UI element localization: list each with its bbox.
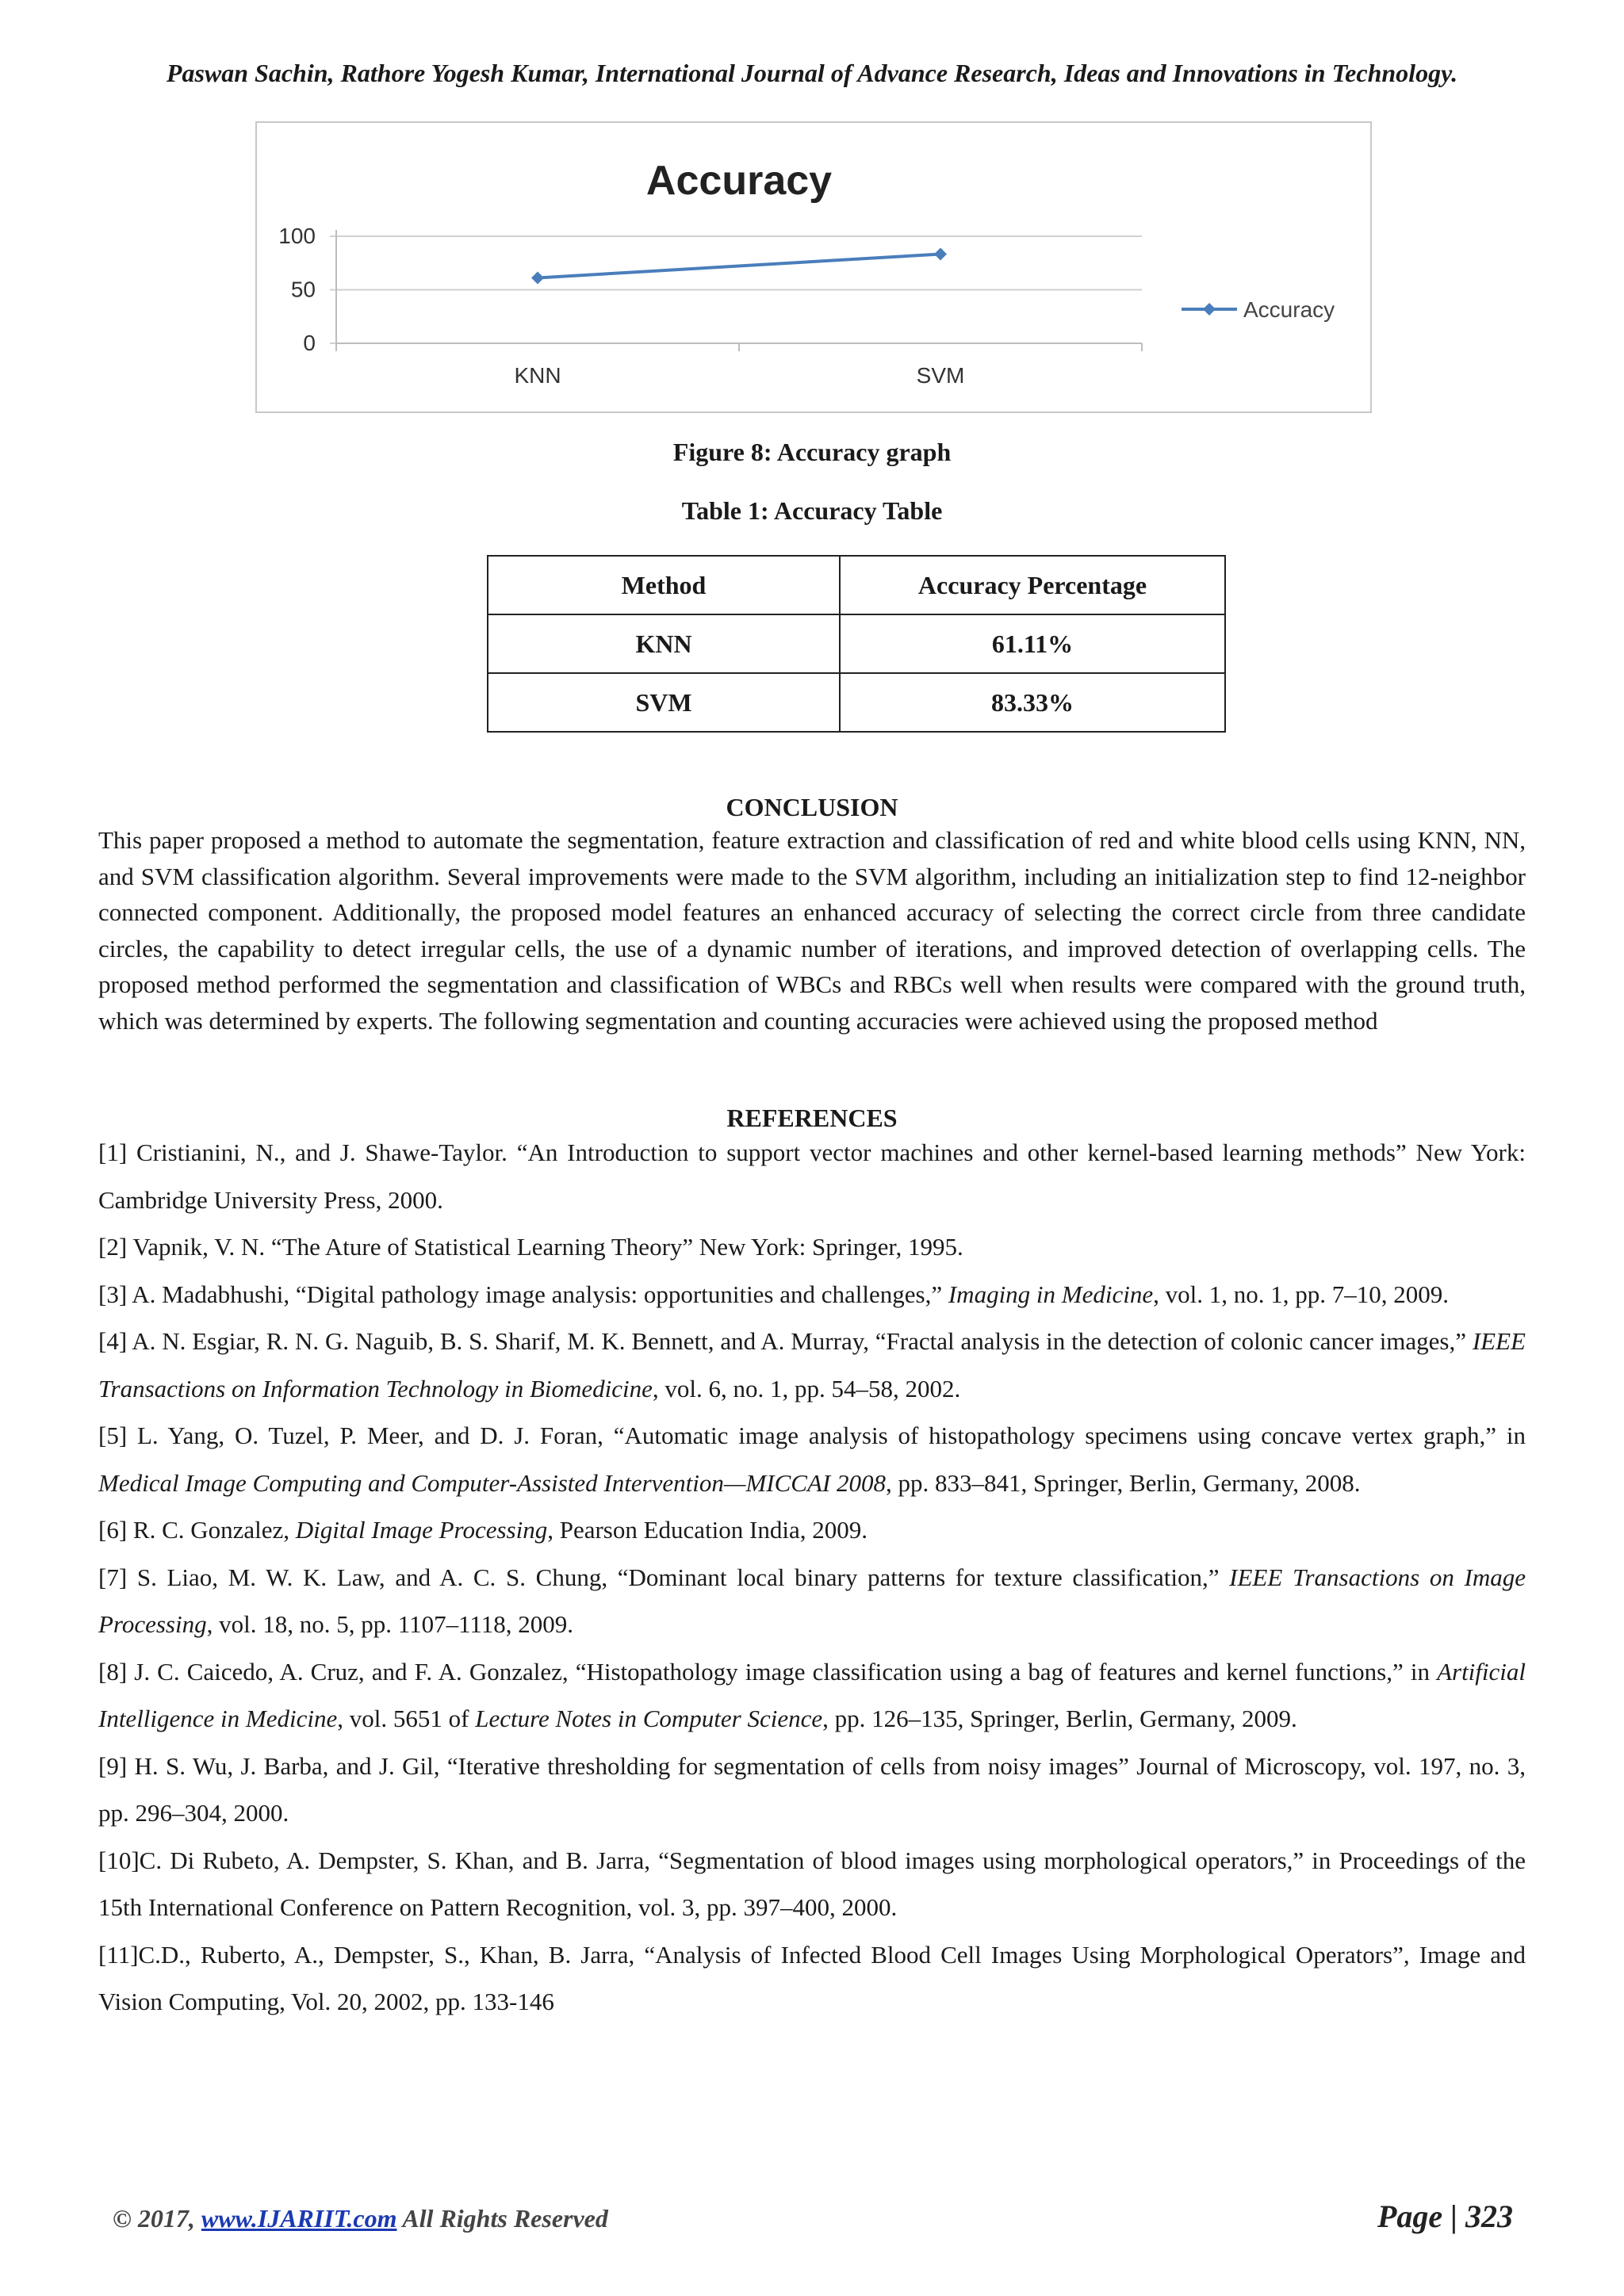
- accuracy-chart: [255, 121, 1372, 413]
- reference-item: [5] L. Yang, O. Tuzel, P. Meer, and D. J. Foran, “Automatic image analysis of histopathology specimens using concave vertex graph,” in Medical Image Computing and Computer-Assisted Intervention—MICCAI 2008, pp. 833–841, Springer, Berlin, Germany, 2008.: [98, 1422, 1526, 1497]
- series-line-accuracy: [538, 254, 940, 278]
- table-caption: Table 1: Accuracy Table: [681, 496, 943, 525]
- references-heading: REFERENCES: [726, 1104, 898, 1132]
- reference-item: [6] R. C. Gonzalez, Digital Image Processing, Pearson Education India, 2009.: [98, 1516, 868, 1544]
- reference-item: [10]C. Di Rubeto, A. Dempster, S. Khan, and B. Jarra, “Segmentation of blood images using morphological operators,” in Proceedings of the 15th International Conference on Pattern Recognition, vol. 3, pp. 397–400, 2000.: [98, 1846, 1526, 1921]
- table-header-row: [488, 556, 1225, 614]
- conclusion-heading: CONCLUSION: [726, 793, 898, 821]
- figure-caption: Figure 8: Accuracy graph: [672, 438, 952, 466]
- legend-label: Accuracy: [1243, 297, 1335, 322]
- reference-item: [8] J. C. Caicedo, A. Cruz, and F. A. Gonzalez, “Histopathology image classification using a bag of features and kernel functions,” in Artificial Intelligence in Medicine, vol. 5651 of Lecture Notes in Computer Science, pp. 126–135, Springer, Berlin, Germany, 2009.: [98, 1657, 1526, 1732]
- table-row: [488, 673, 1225, 732]
- page-number: Page | 323: [1377, 2198, 1513, 2234]
- running-header: Paswan Sachin, Rathore Yogesh Kumar, International Journal of Advance Research, Ideas and Innovations in Technology.: [166, 59, 1458, 87]
- x-tick-label: SVM: [916, 363, 965, 388]
- legend-marker: [1203, 303, 1216, 316]
- reference-list: [98, 1129, 1526, 2026]
- table-cell-method: KNN: [488, 614, 840, 673]
- table-cell-accuracy: 83.33%: [840, 673, 1225, 732]
- table-cell-accuracy: 61.11%: [840, 614, 1225, 673]
- y-tick-label: 50: [290, 277, 316, 302]
- chart-title: Accuracy: [645, 158, 833, 204]
- accuracy-table: [487, 555, 1226, 733]
- footer-copyright: © 2017, www.IJARIIT.com All Rights Reserved: [113, 2204, 608, 2233]
- reference-item: [4] A. N. Esgiar, R. N. G. Naguib, B. S. Sharif, M. K. Bennett, and A. Murray, “Fractal analysis in the detection of colonic cancer images,” IEEE Transactions on Information Technology in Biomedicine, vol. 6, no. 1, pp. 54–58, 2002.: [98, 1327, 1526, 1402]
- column-header-accuracy: Accuracy Percentage: [840, 556, 1225, 614]
- x-tick-label: KNN: [514, 363, 561, 388]
- accuracy-line-chart: [257, 123, 1370, 411]
- data-point: [531, 272, 544, 285]
- table-row: [488, 614, 1225, 673]
- conclusion-paragraph: This paper proposed a method to automate the segmentation, feature extraction and classification of red and white blood cells using KNN, NN, and SVM classification algorithm. Several improvements were made to the SVM algorithm, including an initialization step to find 12-neighbor connected component. Additionally, the proposed model features an enhanced accuracy of selecting the correct circle from three candidate circles, the capability to detect irregular cells, the use of a dynamic number of iterations, and improved detection of overlapping cells. The proposed method performed the segmentation and classification of WBCs and RBCs well when results were compared with the ground truth, which was determined by experts. The following segmentation and counting accuracies were achieved using the proposed method: [98, 826, 1526, 1035]
- y-tick-label: 0: [303, 331, 316, 355]
- reference-item: [7] S. Liao, M. W. K. Law, and A. C. S. Chung, “Dominant local binary patterns for texture classification,” IEEE Transactions on Image Processing, vol. 18, no. 5, pp. 1107–1118, 2009.: [98, 1563, 1526, 1638]
- site-link[interactable]: www.IJARIIT.com: [201, 2204, 397, 2233]
- reference-item: [2] Vapnik, V. N. “The Ature of Statistical Learning Theory” New York: Springer, 1995.: [98, 1233, 963, 1261]
- reference-item: [9] H. S. Wu, J. Barba, and J. Gil, “Iterative thresholding for segmentation of cells from noisy images” Journal of Microscopy, vol. 197, no. 3, pp. 296–304, 2000.: [98, 1751, 1526, 1827]
- reference-item: [11]C.D., Ruberto, A., Dempster, S., Khan, B. Jarra, “Analysis of Infected Blood Cell Images Using Morphological Operators”, Image and Vision Computing, Vol. 20, 2002, pp. 133-146: [98, 1940, 1526, 2015]
- reference-item: [3] A. Madabhushi, “Digital pathology image analysis: opportunities and challenges,” Imaging in Medicine, vol. 1, no. 1, pp. 7–10, 2009.: [98, 1280, 1449, 1308]
- data-point: [934, 248, 947, 261]
- table-cell-method: SVM: [488, 673, 840, 732]
- reference-item: [1] Cristianini, N., and J. Shawe-Taylor. “An Introduction to support vector machines and other kernel-based learning methods” New York: Cambridge University Press, 2000.: [98, 1138, 1526, 1214]
- column-header-method: Method: [488, 556, 840, 614]
- y-tick-label: 100: [278, 224, 316, 248]
